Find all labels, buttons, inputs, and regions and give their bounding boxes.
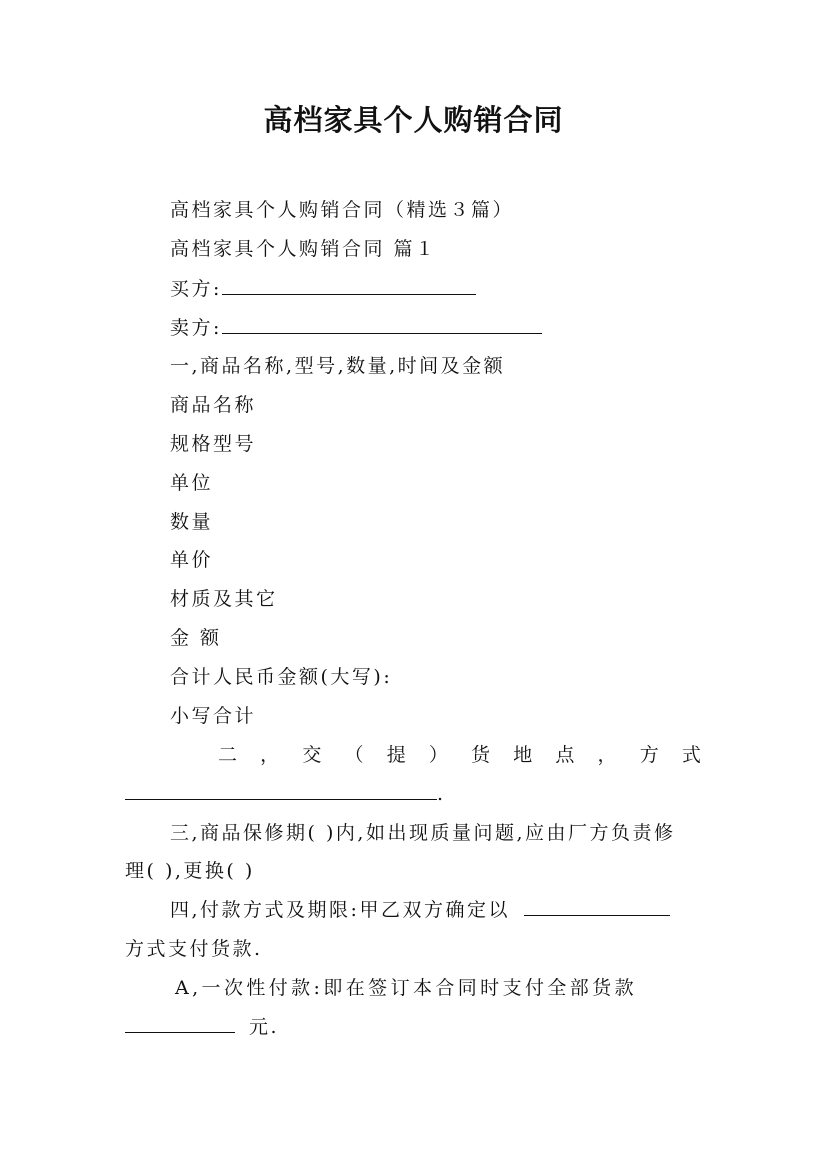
clause2-char: 方 [639, 744, 659, 766]
amount-blank [125, 1014, 235, 1033]
clause2-char: 二 [218, 744, 238, 766]
buyer-label: 买方: [170, 278, 222, 300]
clause2-char: 提 [386, 744, 406, 766]
field-item: 小写合计 [170, 705, 257, 727]
field-item: 规格型号 [170, 433, 257, 455]
field-item: 合计人民币金额(大写): [170, 666, 393, 688]
clause2-char: 交 [302, 744, 322, 766]
clause2-char: ） [428, 744, 448, 766]
clause2-char: 货 [471, 744, 491, 766]
field-item: 单价 [170, 549, 214, 571]
clause2-end: . [437, 783, 446, 805]
clause4-line2: 方式支付货款. [125, 938, 263, 960]
clause2-char: （ [344, 744, 364, 766]
clause4-text: 四,付款方式及期限:甲乙双方确定以 [170, 899, 510, 921]
clause2-char: ， [597, 744, 617, 766]
section-heading: 高档家具个人购销合同 篇１ [170, 238, 437, 260]
clause2-char: 式 [681, 744, 701, 766]
clauseA-line1: A,一次性付款:即在签订本合同时支付全部货款 [175, 977, 637, 999]
clause2-char: ， [260, 744, 280, 766]
clause2-char: 点 [555, 744, 575, 766]
seller-label: 卖方: [170, 317, 222, 339]
document-title: 高档家具个人购销合同 [263, 103, 564, 137]
seller-blank [222, 315, 542, 334]
field-item: 金 额 [170, 627, 222, 649]
payment-method-blank [524, 897, 670, 916]
clause4-line1 [170, 897, 670, 923]
clause3-line1: 三,商品保修期( )内,如出现质量问题,应由厂方负责修 [170, 822, 676, 844]
document-subtitle: 高档家具个人购销合同（精选３篇） [170, 199, 515, 221]
seller-line [170, 315, 542, 341]
clause1-heading: 一,商品名称,型号,数量,时间及金额 [170, 355, 506, 377]
field-item: 数量 [170, 511, 214, 533]
clauseA-line2 [125, 1014, 279, 1040]
location-blank [125, 781, 437, 800]
buyer-line [170, 276, 476, 302]
clause2-line [218, 742, 701, 768]
clause2-char: 地 [513, 744, 533, 766]
field-item: 商品名称 [170, 394, 257, 416]
clause3-line2: 理( ),更换( ) [125, 860, 255, 882]
buyer-blank [222, 276, 476, 295]
field-item: 材质及其它 [170, 588, 278, 610]
field-item: 单位 [170, 472, 214, 494]
clauseA-end: 元. [249, 1016, 280, 1038]
clause2-blank-line [125, 781, 446, 807]
